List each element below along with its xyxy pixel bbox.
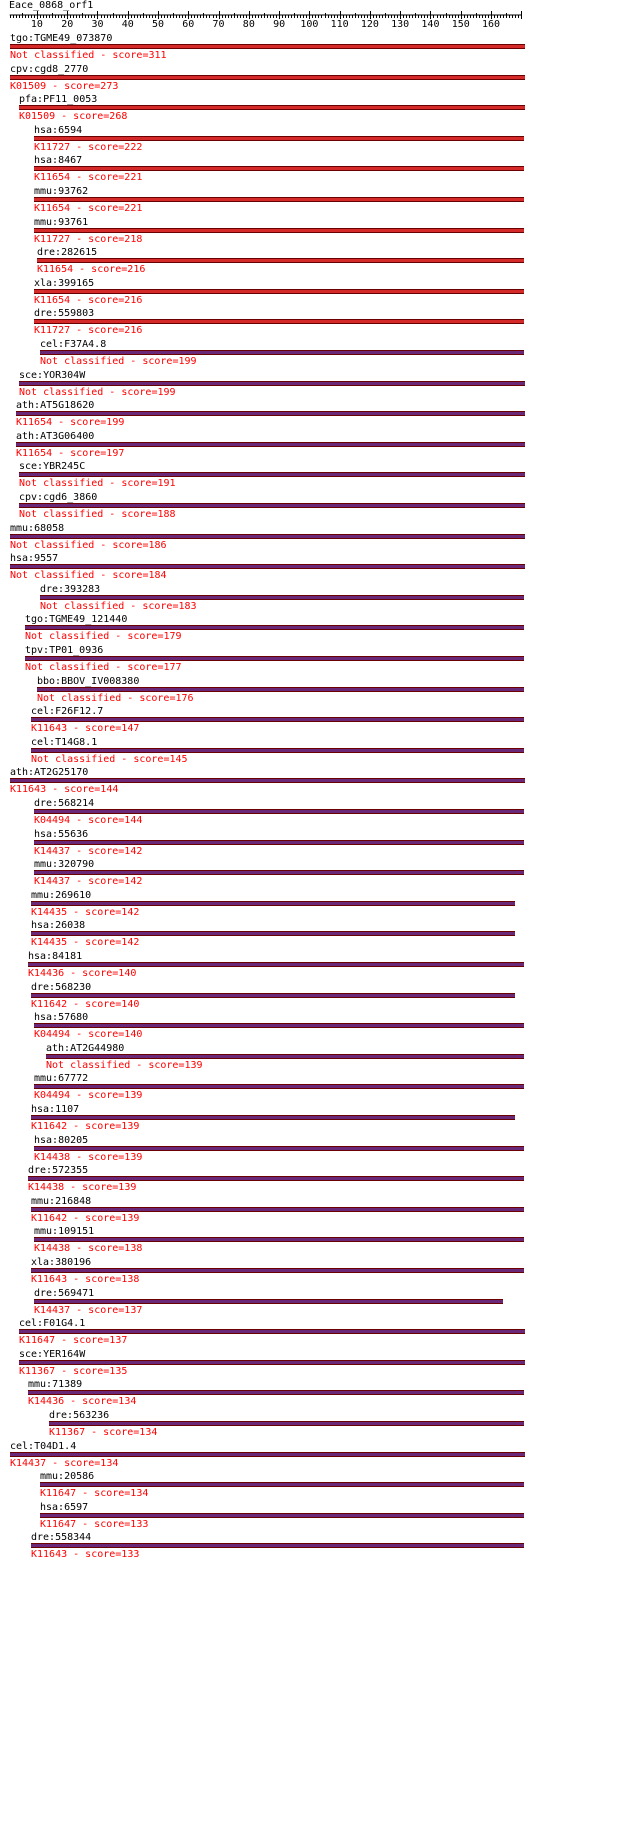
- gene-id-label: mmu:68058: [10, 522, 65, 534]
- alignment-bar: [34, 136, 524, 141]
- alignment-bar: [34, 1023, 524, 1028]
- ko-score-label: K11367 - score=134: [49, 1427, 158, 1438]
- alignment-bar: [34, 289, 524, 294]
- ko-score-label: K14437 - score=134: [10, 1457, 119, 1469]
- ko-score-label: Not classified - score=183: [40, 600, 197, 612]
- ruler-tick-label: 140: [421, 19, 440, 30]
- alignment-bar: [31, 901, 515, 906]
- ko-score-label: K11727 - score=222: [34, 141, 143, 153]
- ruler-tick-label: 60: [182, 19, 195, 30]
- ko-score-label: Not classified - score=199: [19, 386, 176, 398]
- alignment-bar: [34, 1299, 503, 1304]
- gene-id-label: hsa:55636: [34, 828, 89, 840]
- ruler-tick-label: 150: [451, 19, 470, 30]
- gene-id-label: xla:399165: [34, 277, 95, 289]
- alignment-bar: [19, 105, 525, 110]
- ruler-tick-label: 90: [273, 19, 286, 30]
- ko-score-label: Not classified - score=186: [10, 539, 167, 551]
- gene-id-label: tpv:TP01_0936: [25, 645, 104, 656]
- ko-score-label: Not classified - score=145: [31, 753, 188, 765]
- gene-id-label: mmu:71389: [28, 1379, 83, 1391]
- alignment-bar: [34, 809, 524, 814]
- alignment-bar: [49, 1421, 524, 1426]
- alignment-bar: [19, 1360, 525, 1365]
- gene-id-label: mmu:320790: [34, 859, 95, 871]
- gene-id-label: mmu:67772: [34, 1073, 89, 1085]
- gene-id-label: dre:568214: [34, 798, 95, 809]
- gene-id-label: hsa:84181: [28, 951, 83, 962]
- gene-id-label: ath:AT3G06400: [16, 430, 95, 442]
- alignment-bar: [28, 1176, 524, 1181]
- ruler-tick-label: 40: [121, 19, 134, 30]
- ko-score-label: K11647 - score=134: [40, 1488, 149, 1500]
- ruler-tick-label: 120: [360, 19, 379, 30]
- alignment-bar: [10, 75, 525, 80]
- gene-id-label: mmu:216848: [31, 1195, 92, 1207]
- gene-id-label: cpv:cgd6_3860: [19, 492, 98, 503]
- ko-score-label: Not classified - score=184: [10, 570, 167, 582]
- gene-id-label: dre:568230: [31, 981, 92, 993]
- ko-score-label: K11642 - score=140: [31, 998, 140, 1010]
- alignment-bar: [25, 656, 524, 661]
- gene-id-label: cel:F37A4.8: [40, 339, 107, 350]
- alignment-bar: [34, 319, 524, 324]
- query-title: Eace_0868_orf1: [9, 0, 94, 11]
- alignment-bar: [37, 687, 524, 692]
- gene-id-label: dre:559803: [34, 308, 95, 320]
- ko-score-label: K11654 - score=216: [37, 264, 146, 276]
- alignment-bar: [31, 931, 515, 936]
- gene-id-label: dre:558344: [31, 1532, 92, 1544]
- alignment-bar: [40, 350, 524, 355]
- ko-score-label: K11727 - score=218: [34, 233, 143, 245]
- ko-score-label: K11654 - score=199: [16, 417, 125, 429]
- alignment-bar: [10, 534, 525, 539]
- gene-id-label: tgo:TGME49_121440: [25, 614, 128, 626]
- alignment-bar: [34, 1237, 524, 1242]
- ko-score-label: K14436 - score=134: [28, 1396, 137, 1408]
- ko-score-label: K11654 - score=221: [34, 203, 143, 214]
- alignment-bar: [16, 442, 525, 447]
- ko-score-label: Not classified - score=191: [19, 478, 176, 490]
- gene-id-label: mmu:109151: [34, 1226, 95, 1238]
- ko-score-label: Not classified - score=188: [19, 509, 176, 520]
- gene-id-label: hsa:6597: [40, 1501, 89, 1513]
- ko-score-label: K11654 - score=221: [34, 172, 143, 184]
- ko-score-label: Not classified - score=179: [25, 631, 182, 643]
- ko-score-label: K11647 - score=137: [19, 1335, 128, 1347]
- alignment-bar: [19, 503, 525, 508]
- ko-score-label: K14437 - score=137: [34, 1304, 143, 1316]
- gene-id-label: cpv:cgd8_2770: [10, 63, 89, 75]
- ko-score-label: K11654 - score=197: [16, 447, 125, 459]
- alignment-bar: [46, 1054, 524, 1059]
- gene-id-label: hsa:1107: [31, 1104, 80, 1115]
- alignment-bar: [40, 1513, 524, 1518]
- ko-score-label: K11647 - score=133: [40, 1518, 149, 1530]
- alignment-bar: [34, 1084, 524, 1089]
- ko-score-label: Not classified - score=311: [10, 50, 167, 61]
- alignment-bar: [40, 595, 524, 600]
- gene-id-label: ath:AT2G25170: [10, 767, 89, 779]
- alignment-bar: [19, 381, 525, 386]
- ko-score-label: Not classified - score=199: [40, 356, 197, 367]
- ko-score-label: K14435 - score=142: [31, 937, 140, 949]
- ko-score-label: Not classified - score=139: [46, 1059, 203, 1071]
- alignment-bar: [10, 44, 525, 49]
- ko-score-label: K11642 - score=139: [31, 1212, 140, 1224]
- ko-score-label: K14437 - score=142: [34, 876, 143, 888]
- alignment-bar: [31, 1268, 524, 1273]
- ko-score-label: K04494 - score=139: [34, 1090, 143, 1102]
- ko-score-label: K11727 - score=216: [34, 325, 143, 337]
- alignment-bar: [37, 258, 524, 263]
- gene-id-label: cel:T14G8.1: [31, 736, 98, 748]
- gene-id-label: bbo:BBOV_IV008380: [37, 675, 140, 687]
- ruler-tick-label: 110: [330, 19, 349, 30]
- alignment-bar: [34, 197, 524, 202]
- ko-score-label: K11642 - score=139: [31, 1121, 140, 1132]
- alignment-bar: [31, 717, 524, 722]
- alignment-bar: [28, 962, 524, 967]
- gene-id-label: hsa:57680: [34, 1012, 89, 1024]
- ko-score-label: K11643 - score=147: [31, 723, 140, 735]
- ruler-tick-label: 130: [391, 19, 410, 30]
- gene-id-label: cel:F26F12.7: [31, 706, 104, 718]
- ruler-tick-label: 160: [481, 19, 501, 30]
- ko-score-label: Not classified - score=177: [25, 662, 182, 673]
- ko-score-label: K14438 - score=139: [34, 1151, 143, 1163]
- alignment-bar: [10, 1452, 525, 1457]
- gene-id-label: sce:YBR245C: [19, 461, 86, 473]
- gene-id-label: mmu:93762: [34, 186, 89, 197]
- gene-id-label: dre:393283: [40, 583, 101, 595]
- alignment-bar: [31, 1207, 524, 1212]
- alignment-bar: [19, 1329, 525, 1334]
- gene-id-label: hsa:26038: [31, 920, 86, 932]
- alignment-bar: [34, 228, 524, 233]
- gene-id-label: mmu:93761: [34, 216, 89, 228]
- alignment-bar: [34, 840, 524, 845]
- ko-score-label: K11654 - score=216: [34, 294, 143, 306]
- ko-score-label: K11643 - score=138: [31, 1274, 140, 1285]
- ruler-tick-label: 50: [151, 19, 165, 30]
- gene-id-label: mmu:20586: [40, 1471, 95, 1483]
- ko-score-label: K04494 - score=140: [34, 1029, 143, 1041]
- ruler-tick-label: 80: [242, 19, 255, 30]
- ko-score-label: K14435 - score=142: [31, 906, 140, 918]
- gene-id-label: ath:AT2G44980: [46, 1042, 125, 1054]
- ko-score-label: K11643 - score=144: [10, 784, 119, 796]
- alignment-bar: [34, 1146, 524, 1151]
- ko-score-label: K14436 - score=140: [28, 968, 137, 979]
- ko-score-label: Not classified - score=176: [37, 692, 194, 704]
- ruler-tick-label: 100: [300, 19, 319, 30]
- ko-score-label: K01509 - score=268: [19, 111, 128, 123]
- gene-id-label: hsa:9557: [10, 553, 59, 565]
- gene-id-label: sce:YER164W: [19, 1348, 86, 1360]
- alignment-bar: [31, 1543, 524, 1548]
- gene-id-label: sce:YOR304W: [19, 369, 86, 381]
- gene-id-label: dre:282615: [37, 247, 98, 259]
- ruler-tick-label: 20: [61, 19, 74, 30]
- alignment-bar: [40, 1482, 524, 1487]
- alignment-bar: [34, 870, 524, 875]
- alignment-bar: [31, 748, 524, 753]
- ko-score-label: K14438 - score=139: [28, 1182, 137, 1194]
- alignment-bar: [28, 1390, 524, 1395]
- ruler-tick-label: 10: [30, 19, 43, 30]
- gene-id-label: pfa:PF11_0053: [19, 94, 98, 106]
- alignment-bar: [34, 166, 524, 171]
- gene-id-label: hsa:8467: [34, 155, 83, 167]
- ko-score-label: K11643 - score=133: [31, 1549, 140, 1561]
- gene-id-label: cel:T04D1.4: [10, 1440, 77, 1452]
- alignment-bar: [16, 411, 525, 416]
- gene-id-label: cel:F01G4.1: [19, 1318, 86, 1330]
- ruler-tick-label: 30: [91, 19, 104, 30]
- gene-id-label: xla:380196: [31, 1257, 92, 1268]
- gene-id-label: hsa:6594: [34, 124, 83, 136]
- alignment-bar: [10, 564, 525, 569]
- gene-id-label: dre:572355: [28, 1165, 89, 1177]
- gene-id-label: mmu:269610: [31, 889, 92, 901]
- ko-score-label: K14437 - score=142: [34, 845, 143, 857]
- gene-id-label: dre:569471: [34, 1287, 95, 1299]
- ko-score-label: K01509 - score=273: [10, 80, 119, 92]
- alignment-bar: [10, 778, 525, 783]
- ko-score-label: K04494 - score=144: [34, 815, 143, 826]
- gene-id-label: ath:AT5G18620: [16, 400, 95, 412]
- alignment-bar: [19, 472, 525, 477]
- alignment-bar: [25, 625, 524, 630]
- ruler-tick-label: 70: [212, 19, 225, 30]
- ko-score-label: K14438 - score=138: [34, 1243, 143, 1255]
- gene-id-label: dre:563236: [49, 1410, 110, 1421]
- alignment-bar: [31, 993, 515, 998]
- ko-score-label: K11367 - score=135: [19, 1365, 128, 1377]
- gene-id-label: hsa:80205: [34, 1134, 89, 1146]
- alignment-bar: [31, 1115, 515, 1120]
- gene-id-label: tgo:TGME49_073870: [10, 33, 113, 44]
